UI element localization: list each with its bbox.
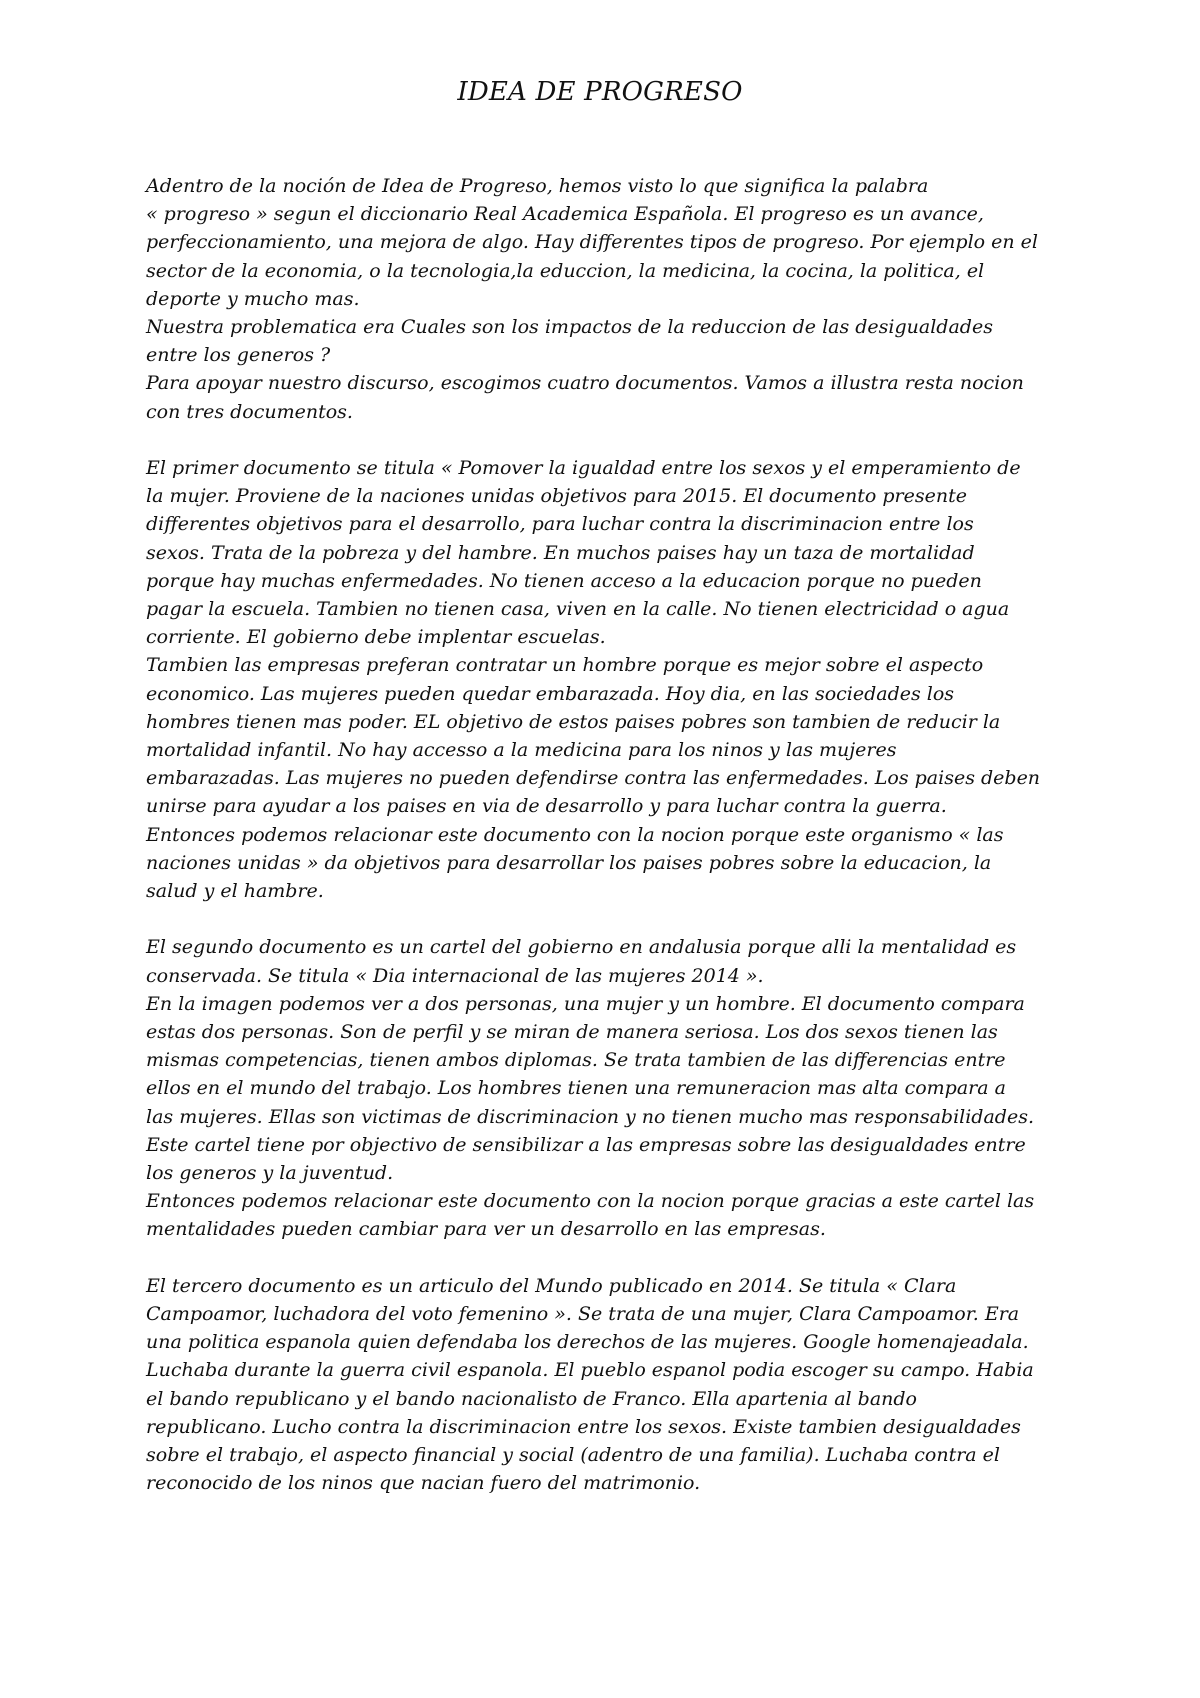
text-line: el bando republicano y el bando nacionalisto de Franco. Ella apartenia al bando [146,1387,917,1410]
text-line: con tres documentos. [146,400,353,423]
text-line: perfeccionamiento, una mejora de algo. Hay differentes tipos de progreso. Por ejemplo en el [146,231,1038,254]
text-line: unirse para ayudar a los paises en via de desarrollo y para luchar contra la guerra. [146,795,947,818]
text-line: Tambien las empresas preferan contratar un hombre porque es mejor sobre el aspecto [146,654,984,677]
text-line: Nuestra problematica era Cuales son los impactos de la reduccion de las desigualdades [146,316,993,339]
text-line: las mujeres. Ellas son victimas de discriminacion y no tienen mucho mas responsabilidades. [146,1105,1034,1128]
text-line: estas dos personas. Son de perfil y se miran de manera seriosa. Los dos sexos tienen las [146,1021,998,1044]
text-line: differentes objetivos para el desarrollo, para luchar contra la discriminacion entre los [146,513,974,536]
text-line: hombres tienen mas poder. EL objetivo de estos paises pobres son tambien de reducir la [146,710,1001,733]
text-line: reconocido de los ninos que nacian fuero del matrimonio. [146,1472,701,1495]
text-line: entre los generos ? [146,344,331,367]
text-line: conservada. Se titula « Dia internacional de las mujeres 2014 ». [146,964,764,987]
text-line: Luchaba durante la guerra civil espanola. El pueblo espanol podia escoger su campo. Habia [146,1359,1034,1382]
text-line: republicano. Lucho contra la discriminacion entre los sexos. Existe tambien desigualdades [146,1415,1021,1438]
text-line: En la imagen podemos ver a dos personas, una mujer y un hombre. El documento compara [146,992,1025,1015]
paragraph-1 [146,172,1076,426]
text-line: pagar la escuela. Tambien no tienen casa, viven en la calle. No tienen electricidad o agua [146,598,1010,621]
text-line: una politica espanola quien defendaba los derechos de las mujeres. Google homenajeadala. [146,1331,1029,1354]
text-line: corriente. El gobierno debe implentar escuelas. [146,626,606,649]
text-line: El segundo documento es un cartel del gobierno en andalusia porque alli la mentalidad es [146,936,1017,959]
paragraph-3 [146,933,1076,1243]
text-line: deporte y mucho mas. [146,287,360,310]
text-line: la mujer. Proviene de la naciones unidas objetivos para 2015. El documento presente [146,485,967,508]
text-line: sobre el trabajo, el aspecto financial y social (adentro de una familia). Luchaba contra el [146,1444,1000,1467]
text-line: « progreso » segun el diccionario Real Academica Española. El progreso es un avance, [146,203,984,226]
text-line: Entonces podemos relacionar este documento con la nocion porque este organismo « las [146,823,1004,846]
text-line: mortalidad infantil. No hay accesso a la medicina para los ninos y las mujeres [146,739,897,762]
text-line: sexos. Trata de la pobreza y del hambre. En muchos paises hay un taza de mortalidad [146,541,975,564]
text-line: salud y el hambre. [146,880,324,903]
text-line: economico. Las mujeres pueden quedar embarazada. Hoy dia, en las sociedades los [146,682,955,705]
text-line: El tercero documento es un articulo del Mundo publicado en 2014. Se titula « Clara [146,1274,957,1297]
text-line: Este cartel tiene por objectivo de sensibilizar a las empresas sobre las desigualdades entre [146,1133,1026,1156]
text-line: El primer documento se titula « Pomover la igualdad entre los sexos y el emperamiento de [146,457,1021,480]
text-line: Entonces podemos relacionar este documento con la nocion porque gracias a este cartel las [146,1190,1035,1213]
text-line: mismas competencias, tienen ambos diplomas. Se trata tambien de las differencias entre [146,1049,1006,1072]
document-body [146,172,1076,1526]
text-line: porque hay muchas enfermedades. No tienen acceso a la educacion porque no pueden [146,569,982,592]
paragraph-2 [146,454,1076,905]
text-line: Para apoyar nuestro discurso, escogimos cuatro documentos. Vamos a illustra resta nocion [146,372,1024,395]
text-line: Adentro de la noción de Idea de Progreso, hemos visto lo que significa la palabra [146,175,929,197]
paragraph-4 [146,1272,1076,1498]
text-line: sector de la economia, o la tecnologia,la educcion, la medicina, la cocina, la politica, el [146,259,985,282]
text-line: embarazadas. Las mujeres no pueden defendirse contra las enfermedades. Los paises deben [146,767,1041,790]
text-line: los generos y la juventud. [146,1162,394,1185]
text-line: naciones unidas » da objetivos para desarrollar los paises pobres sobre la educacion, la [146,851,992,874]
page-title: IDEA DE PROGRESO [457,77,743,107]
text-line: Campoamor, luchadora del voto femenino ». Se trata de una mujer, Clara Campoamor. Era [146,1303,1020,1326]
text-line: mentalidades pueden cambiar para ver un desarrollo en las empresas. [146,1218,826,1241]
text-line: ellos en el mundo del trabajo. Los hombres tienen una remuneracion mas alta compara a [146,1077,1006,1100]
